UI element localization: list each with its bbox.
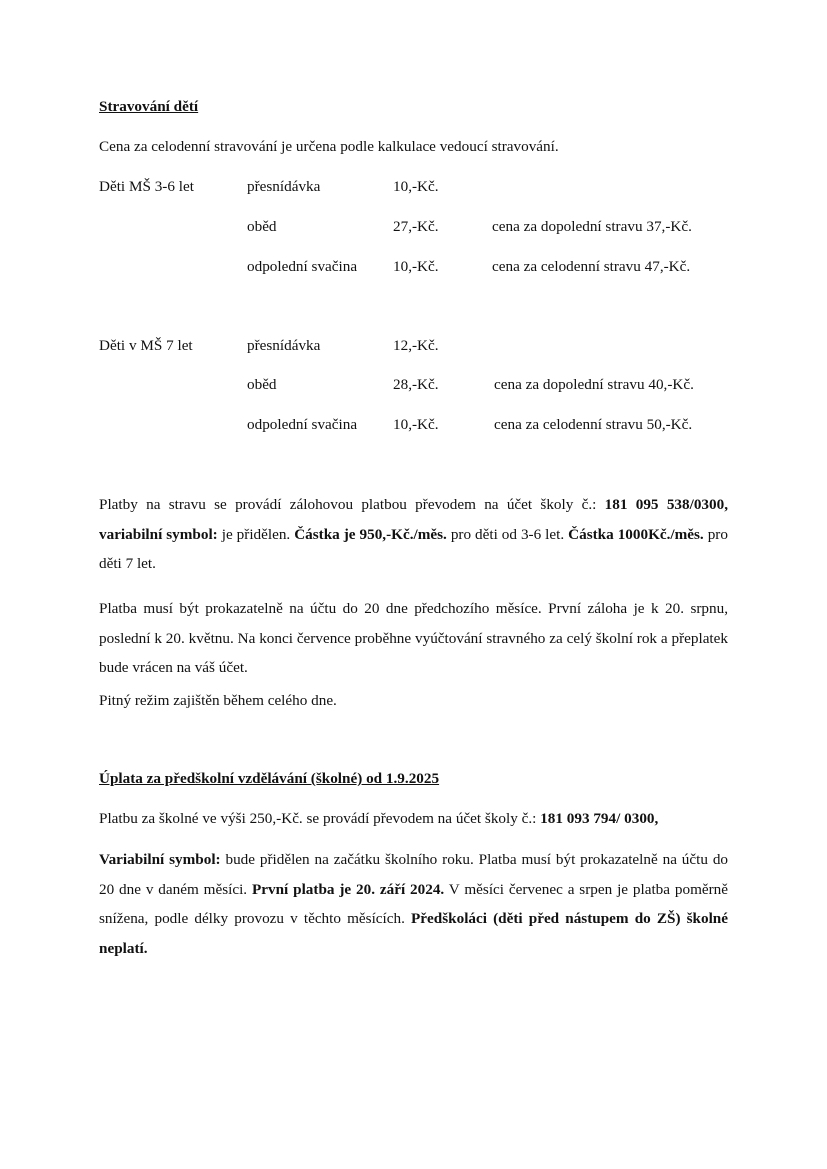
group-label: Děti MŠ 3-6 let: [99, 178, 194, 195]
meal-item: přesnídávka: [247, 337, 321, 354]
meal-item: oběd: [247, 218, 277, 235]
meal-price: 27,-Kč.: [393, 218, 439, 235]
drinking-paragraph: Pitný režim zajištěn během celého dne.: [99, 692, 337, 709]
bank-account-skolne: 181 093 794/ 0300,: [540, 810, 659, 827]
payment-text: pro děti 7 let.: [99, 525, 728, 572]
meal-note: cena za dopolední stravu 37,-Kč.: [492, 218, 692, 235]
meal-item: oběd: [247, 376, 277, 393]
meal-price: 10,-Kč.: [393, 178, 439, 195]
variable-symbol-label: Variabilní symbol:: [99, 851, 221, 868]
payment-text: Platby na stravu se provádí zálohovou platbou převodem na účet školy č.:: [99, 496, 605, 513]
fee-text: V měsíci červenec a srpen je platba poměrně snížena, podle délky provozu v těchto měsících.: [99, 880, 729, 927]
first-payment: První platba je 20. září 2024.: [251, 880, 445, 898]
group-label: Děti v MŠ 7 let: [99, 337, 193, 354]
section-heading-stravovani: Stravování dětí: [99, 98, 199, 115]
payment-paragraph: [99, 490, 728, 579]
variable-symbol-label: variabilní symbol:: [99, 525, 218, 543]
meal-item: přesnídávka: [247, 178, 321, 195]
fee-paragraph: [99, 810, 658, 828]
meal-price: 10,-Kč.: [393, 416, 439, 433]
meal-item: odpolední svačina: [247, 258, 358, 275]
meal-item: odpolední svačina: [247, 416, 358, 433]
fee-text: Platbu za školné ve výši 250,-Kč. se provádí převodem na účet školy č.:: [99, 810, 541, 827]
meal-note: cena za celodenní stravu 47,-Kč.: [492, 258, 691, 275]
meal-note: cena za celodenní stravu 50,-Kč.: [494, 416, 693, 433]
fee-details-paragraph: [99, 845, 728, 963]
deadline-paragraph: Platba musí být prokazatelně na účtu do 20 dne předchozího měsíce. První záloha je k 20. srpnu, poslední k 20. květnu. Na konci července proběhne vyúčtování stravného za celý školní rok a přeplatek bude vrácen na váš účet.: [99, 600, 728, 676]
bank-account: 181 095 538/0300,: [604, 496, 728, 513]
section-heading-skolne: Úplata za předškolní vzdělávání (školné) od 1.9.2025: [99, 770, 440, 787]
meal-price: 12,-Kč.: [393, 337, 439, 354]
amount-7: Částka 1000Kč./měs.: [568, 525, 704, 543]
meal-price: 10,-Kč.: [393, 258, 439, 275]
payment-text: pro děti od 3-6 let.: [446, 525, 569, 543]
fee-text: bude přidělen na začátku školního roku. Platba musí být prokazatelně na účtu do 20 dne v daném měsíci.: [99, 851, 729, 898]
meal-price: 28,-Kč.: [393, 376, 439, 393]
meal-note: cena za dopolední stravu 40,-Kč.: [494, 376, 694, 393]
intro-text: Cena za celodenní stravování je určena podle kalkulace vedoucí stravování.: [99, 138, 559, 155]
payment-text: je přidělen.: [217, 525, 295, 543]
amount-3-6: Částka je 950,-Kč./měs.: [294, 525, 447, 543]
preschool-note: Předškoláci (děti před nástupem do ZŠ) školné neplatí.: [99, 910, 728, 957]
